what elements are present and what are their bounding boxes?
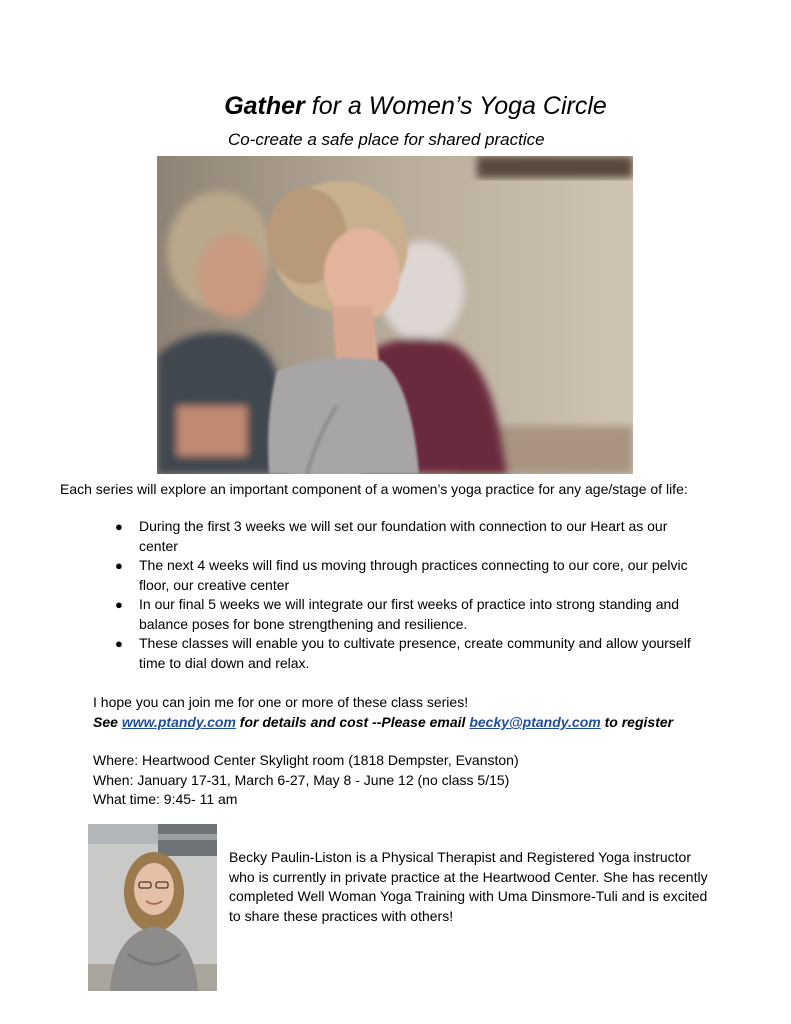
see-label: See [93,714,122,730]
yoga-class-photo [157,156,633,474]
bullet: ● [115,636,123,651]
email-link[interactable]: becky@ptandy.com [469,714,601,730]
instructor-bio: Becky Paulin-Liston is a Physical Therapist and Registered Yoga instructor who is currently in private practice at the Heartwood Center. She has recently completed Well Woman Yoga Training with Uma Dinsmore-Tuli and is excited to share these practices with others! [229,849,708,924]
website-link[interactable]: www.ptandy.com [121,714,236,730]
title-bold: Gather [224,92,305,120]
list-item-text: In our final 5 weeks we will integrate our first weeks of practice into strong standing and balance poses for bone strengthening and resilience. [139,596,680,632]
invitation-text: I hope you can join me for one or more of these class series! [93,694,469,710]
instructor-photo [88,824,217,991]
list-item [115,556,705,595]
page-subtitle: Co-create a safe place for shared practice [228,130,545,149]
list-item [115,595,705,634]
details-text: for details and cost --Please email [235,714,470,730]
series-list [115,517,705,673]
when-line: When: January 17-31, March 6-27, May 8 - June 12 (no class 5/15) [93,772,510,788]
time-line: What time: 9:45- 11 am [93,791,238,807]
list-item [115,634,705,673]
list-item [115,517,705,556]
bullet: ● [115,597,123,612]
intro-text: Each series will explore an important component of a women’s yoga practice for any age/stage of life: [60,481,688,497]
list-item-text: These classes will enable you to cultivate presence, create community and allow yourself time to dial down and relax. [139,635,691,671]
title-rest: for a Women’s Yoga Circle [304,92,607,120]
list-item-text: During the first 3 weeks we will set our foundation with connection to our Heart as our center [139,518,668,554]
page-title [0,92,791,121]
list-item-text: The next 4 weeks will find us moving through practices connecting to our core, our pelvic floor, our creative center [139,557,688,593]
bullet: ● [115,558,123,573]
bullet: ● [115,519,123,534]
where-line: Where: Heartwood Center Skylight room (1818 Dempster, Evanston) [93,752,519,768]
register-text: to register [600,714,674,730]
registration-line [93,714,673,730]
